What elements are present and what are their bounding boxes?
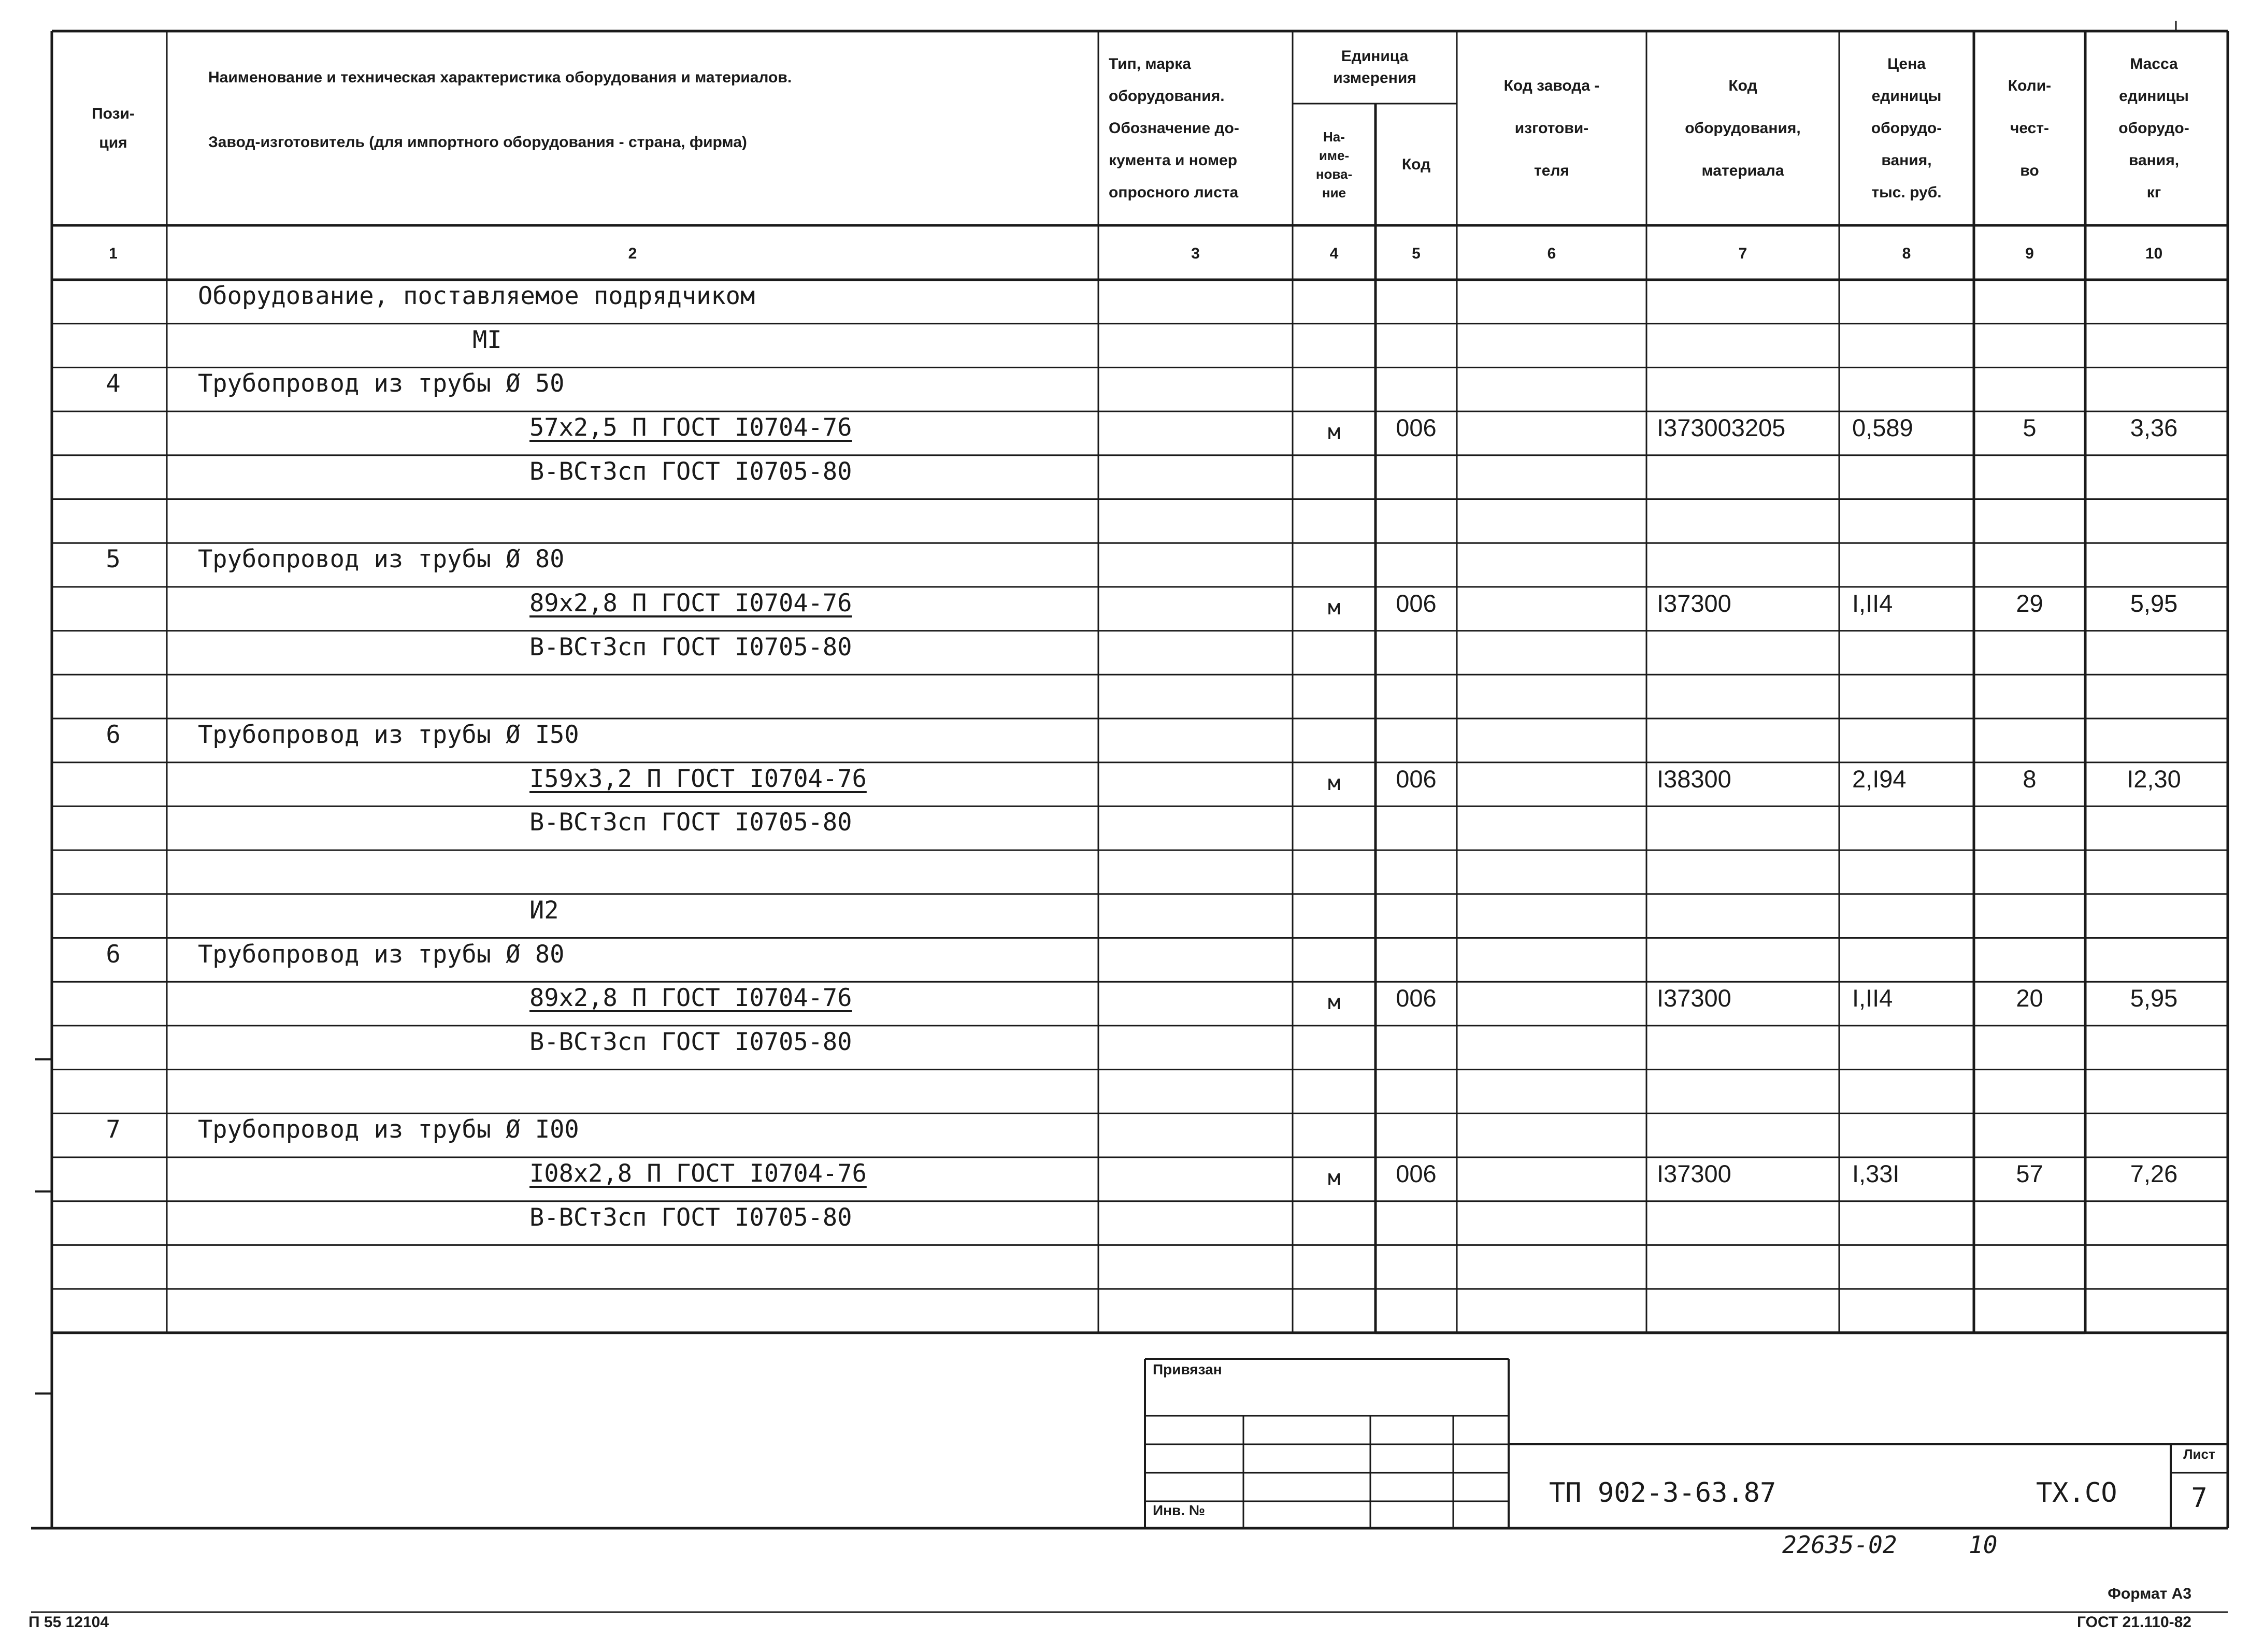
row-unit [1293,893,1375,937]
row-name: В-ВСт3сп ГОСТ I0705-80 [529,808,852,837]
row-price: 0,589 [1852,414,1913,442]
row-quantity [1974,845,2085,889]
row-material-code [1657,933,1839,977]
row-unit [1293,454,1375,498]
row-mass [2085,1108,2223,1152]
row-name: Трубопровод из трубы Ø I50 [198,721,579,749]
row-unit-code: 006 [1396,984,1437,1012]
row-mass [2085,1196,2223,1240]
handwritten-number: 22635-02 [1782,1531,1897,1559]
row-material-code: I37300 [1657,1160,1731,1187]
header-name-line1: Наименование и техническая характеристика оборудования и материалов. [208,69,792,86]
printer-code: П 55 12104 [28,1614,109,1631]
row-mass: 3,36 [2130,414,2178,442]
row-quantity [1974,801,2085,845]
header-unit-group: Единица измерения [1333,48,1416,87]
row-mass [2085,1021,2223,1065]
row-quantity: 20 [2016,984,2043,1012]
row-name [198,1284,1088,1328]
row-material-code [1657,362,1839,406]
row-material-code [1657,889,1839,933]
row-material-code [1657,1065,1839,1109]
row-material-code [1657,538,1839,582]
row-position: 5 [106,545,121,574]
row-price: I,II4 [1852,984,1893,1012]
row-quantity [1974,494,2085,538]
row-mass [2085,1240,2223,1284]
row-mass [2085,450,2223,494]
sheet-number: 7 [2191,1483,2208,1514]
row-material-code [1657,1196,1839,1240]
row-unit: м [1327,595,1341,620]
header-plant-code: Код завода - изготови- теля [1503,77,1600,179]
row-unit-code [1375,669,1457,713]
row-position [60,669,167,713]
row-price [1852,319,1974,363]
sheet-label: Лист [2183,1446,2215,1462]
column-number: 1 [109,245,118,262]
row-name: Трубопровод из трубы Ø 80 [198,940,565,969]
row-name: Трубопровод из трубы Ø I00 [198,1115,579,1144]
stamp-inventory-label: Инв. № [1153,1502,1206,1518]
row-unit-code [1375,1196,1457,1240]
section-code: ТХ.СО [2036,1477,2117,1509]
row-mass [2085,538,2223,582]
row-position [60,976,167,1021]
column-number: 7 [1738,245,1747,262]
row-unit [1293,323,1375,367]
row-material-code [1657,1284,1839,1328]
row-quantity [1974,1240,2085,1284]
row-quantity [1974,319,2085,363]
row-unit: м [1327,1166,1341,1190]
row-position [60,845,167,889]
handwritten-suffix: 10 [1969,1531,1998,1559]
row-material-code [1657,450,1839,494]
row-name: 89х2,8 П ГОСТ I0704-76 [529,984,852,1013]
row-material-code [1657,319,1839,363]
header-position: Пози- ция [92,105,135,151]
row-position: 6 [106,940,121,969]
row-unit [1293,1244,1375,1288]
row-price [1852,713,1974,757]
header-type: Тип, марка оборудования. Обозначение до- кумента и номер опросного листа [1109,55,1239,201]
row-mass: 5,95 [2130,984,2178,1012]
row-material-code [1657,713,1839,757]
row-unit [1293,366,1375,410]
row-position [60,582,167,626]
row-unit-code [1375,538,1457,582]
row-material-code [1657,1108,1839,1152]
row-position [60,319,167,363]
row-price [1852,889,1974,933]
row-mass [2085,626,2223,670]
row-quantity [1974,1284,2085,1328]
row-unit-code [1375,1240,1457,1284]
row-price [1852,362,1974,406]
row-material-code [1657,494,1839,538]
row-price: 2,I94 [1852,765,1907,793]
row-mass [2085,845,2223,889]
row-mass: 7,26 [2130,1160,2178,1187]
row-position [60,801,167,845]
row-quantity [1974,1196,2085,1240]
row-unit-code [1375,845,1457,889]
column-number: 9 [2025,245,2034,262]
column-number: 3 [1191,245,1200,262]
row-unit [1293,673,1375,717]
row-name [198,845,1088,889]
row-price [1852,626,1974,670]
row-position [60,1240,167,1284]
row-material-code [1657,669,1839,713]
row-quantity [1974,1065,2085,1109]
row-unit [1293,1025,1375,1069]
row-unit [1293,717,1375,762]
row-unit [1293,849,1375,893]
row-position [60,275,167,319]
row-mass: I2,30 [2127,765,2181,793]
row-price [1852,1108,1974,1152]
row-material-code [1657,845,1839,889]
row-mass [2085,669,2223,713]
row-name: 57х2,5 П ГОСТ I0704-76 [529,413,852,442]
row-unit-code [1375,1021,1457,1065]
row-position [60,450,167,494]
row-position [60,626,167,670]
row-price [1852,801,1974,845]
row-position [60,1021,167,1065]
row-name: Трубопровод из трубы Ø 80 [198,545,565,574]
row-name: МI [472,325,502,354]
row-name: И2 [529,896,559,925]
column-number: 5 [1412,245,1421,262]
row-material-code [1657,626,1839,670]
row-material-code [1657,801,1839,845]
row-mass [2085,319,2223,363]
row-price [1852,1021,1974,1065]
row-unit [1293,498,1375,542]
row-unit-code [1375,275,1457,319]
row-material-code: I37300 [1657,984,1731,1012]
row-material-code: I38300 [1657,765,1731,793]
header-unit-name: На- име- нова- ние [1315,128,1353,200]
row-mass [2085,1284,2223,1328]
header-material-code: Код оборудования, материала [1685,77,1801,179]
row-quantity [1974,933,2085,977]
row-material-code [1657,275,1839,319]
row-unit-code [1375,889,1457,933]
row-position [60,494,167,538]
row-price [1852,1240,1974,1284]
row-unit-code [1375,1108,1457,1152]
row-mass [2085,362,2223,406]
row-mass: 5,95 [2130,589,2178,617]
row-unit-code [1375,933,1457,977]
row-price [1852,275,1974,319]
row-unit-code [1375,626,1457,670]
row-price [1852,1196,1974,1240]
row-mass [2085,801,2223,845]
row-price [1852,845,1974,889]
row-unit [1293,1200,1375,1244]
header-name-line2: Завод-изготовитель (для импортного оборудования - страна, фирма) [208,134,747,151]
row-name: В-ВСт3сп ГОСТ I0705-80 [529,1027,852,1056]
row-price [1852,450,1974,494]
row-unit-code [1375,494,1457,538]
row-unit-code [1375,450,1457,494]
row-quantity [1974,538,2085,582]
row-unit: м [1327,420,1341,444]
row-unit-code: 006 [1396,1160,1437,1187]
row-position [60,1284,167,1328]
row-price [1852,538,1974,582]
header-quantity: Коли- чест- во [2008,77,2052,179]
row-unit-code [1375,319,1457,363]
row-unit: м [1327,990,1341,1015]
row-position: 7 [106,1115,121,1144]
row-position [60,889,167,933]
row-position: 4 [106,369,121,398]
row-quantity [1974,362,2085,406]
row-unit [1293,1112,1375,1156]
header-mass: Масса единицы оборудо- вания, кг [2118,55,2189,201]
document-code: ТП 902-3-63.87 [1549,1477,1776,1509]
row-name: I59х3,2 П ГОСТ I0704-76 [529,764,867,793]
row-mass [2085,713,2223,757]
format-label: Формат А3 [2108,1585,2191,1602]
stamp-linked-label: Привязан [1153,1361,1222,1377]
row-name: В-ВСт3сп ГОСТ I0705-80 [529,1203,852,1232]
row-name: 89х2,8 П ГОСТ I0704-76 [529,588,852,617]
row-material-code [1657,1021,1839,1065]
row-unit [1293,805,1375,849]
row-mass [2085,1065,2223,1109]
row-position: 6 [106,721,121,749]
row-name [198,669,1088,713]
row-material-code: I373003205 [1657,414,1786,442]
row-mass [2085,889,2223,933]
row-quantity [1974,626,2085,670]
row-position [60,1065,167,1109]
row-unit-code: 006 [1396,765,1437,793]
row-quantity [1974,889,2085,933]
column-number: 4 [1329,245,1339,262]
row-position [60,406,167,450]
standard-label: ГОСТ 21.110-82 [2077,1614,2191,1631]
row-quantity: 8 [2023,765,2037,793]
row-price: I,II4 [1852,589,1893,617]
row-quantity [1974,450,2085,494]
row-mass [2085,933,2223,977]
column-number: 10 [2145,245,2163,262]
header-unit-code: Код [1401,155,1431,173]
row-unit [1293,279,1375,323]
row-quantity [1974,275,2085,319]
row-quantity [1974,1108,2085,1152]
row-unit-code: 006 [1396,414,1437,442]
row-quantity [1974,1021,2085,1065]
row-position [60,1152,167,1196]
row-position [60,757,167,801]
row-quantity: 29 [2016,589,2043,617]
row-price [1852,494,1974,538]
column-number: 2 [628,245,637,262]
row-unit [1293,630,1375,674]
row-mass [2085,275,2223,319]
row-unit-code [1375,801,1457,845]
row-name: В-ВСт3сп ГОСТ I0705-80 [529,633,852,662]
row-price [1852,1284,1974,1328]
row-material-code [1657,1240,1839,1284]
row-unit: м [1327,771,1341,795]
row-quantity [1974,669,2085,713]
row-mass [2085,494,2223,538]
row-price [1852,669,1974,713]
column-number: 6 [1547,245,1556,262]
row-unit-code [1375,1284,1457,1328]
row-position [60,1196,167,1240]
row-quantity: 5 [2023,414,2037,442]
row-name: I08х2,8 П ГОСТ I0704-76 [529,1159,867,1188]
row-name [198,494,1088,538]
row-quantity [1974,713,2085,757]
column-number: 8 [1902,245,1911,262]
row-price [1852,1065,1974,1109]
row-unit-code [1375,362,1457,406]
row-unit [1293,937,1375,981]
row-unit-code [1375,1065,1457,1109]
row-unit-code [1375,713,1457,757]
row-quantity: 57 [2016,1160,2043,1187]
row-name [198,1065,1088,1109]
row-unit [1293,542,1375,586]
row-name: Оборудование, поставляемое подрядчиком [198,282,755,310]
row-unit-code: 006 [1396,589,1437,617]
row-name: В-ВСт3сп ГОСТ I0705-80 [529,457,852,486]
row-price [1852,933,1974,977]
row-unit [1293,1288,1375,1332]
row-material-code: I37300 [1657,589,1731,617]
row-unit [1293,1069,1375,1113]
row-name: Трубопровод из трубы Ø 50 [198,369,565,398]
header-price: Цена единицы оборудо- вания, тыс. руб. [1871,55,1942,201]
row-price: I,33I [1852,1160,1900,1187]
row-name [198,1240,1088,1284]
